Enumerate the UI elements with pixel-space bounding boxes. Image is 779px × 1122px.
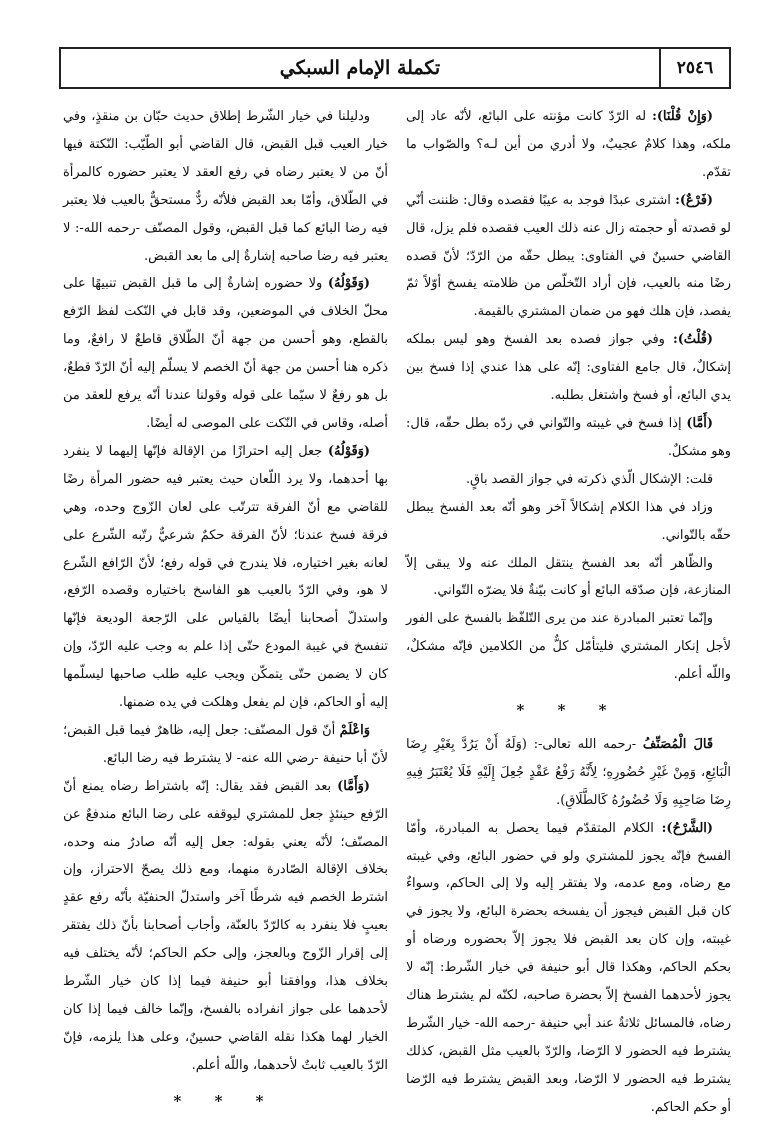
paragraph-lead: قَالَ الْمُصَنِّفُ [642, 736, 713, 752]
paragraph [63, 270, 388, 437]
paragraph [63, 773, 388, 1080]
paragraph-lead: (أَمَّا) [686, 415, 713, 431]
paragraph [406, 410, 731, 466]
right-text-column [406, 103, 731, 1115]
paragraph-text: اشترى عبدًا فوجد به عيبًا فقصده وقال: ظننت أنّي لو قصدته أو حجمته زال عنه ذلك العيب فقصده فلم يزل، قال القاضي حسينٌ في الفتاوى: يبطل حقّه من الرّدّ؛ لأنّ قصده رضًا منه بالعيب، فإن أراد التّخلّص من ظلامته يفسخ أوّلاً ثمّ يفصد، فإن هلك فهو من ضمان المشتري بالقيمة. [406, 192, 731, 320]
paragraph-lead: (وَقَوْلُهُ) [327, 276, 370, 292]
page-number: ٢٥٤٦ [659, 49, 729, 87]
paragraph [406, 187, 731, 327]
paragraph-text: له الرّدّ كانت مؤنته على البائع، لأنّه عاد إلى ملكه، وهذا كلامٌ عجيبٌ، ولا أدري من أين لـه؟ والصّواب ما تقدّم. [406, 109, 731, 180]
paragraph-lead: (وَقَوْلُهُ) [327, 443, 370, 459]
paragraph-text: -رحمه الله تعالى-: (وَلَهُ أَنْ يَرُدَّ بِغَيْرِ رِضَا الْبَائِعِ، وَمِنْ غَيْرِ حُضُورِهِ؛ لِأَنَّهُ رَفْعُ عَقْدٍ جُعِلَ إِلَيْهِ فَلَا يُعْتَبَرُ فِيهِ رِضَا صَاحِبِهِ وَلَا حُضُورُهُ كَالطَّلَاقِ). [406, 736, 731, 808]
paragraph-text: إذا فسخ في غيبته والتّواني في ردّه بطل حقّه، قال: وهو مشكلٌ. [406, 415, 731, 459]
paragraph [406, 550, 731, 606]
running-header [59, 47, 731, 89]
paragraph-text: وزاد في هذا الكلام إشكالاً آخر وهو أنّه بعد الفسخ يبطل حقّه بالتّواني. [406, 499, 731, 543]
section-separator: * * * [173, 1091, 278, 1110]
paragraph-text: وإنّما تعتبر المبادرة عند من يرى التّلفّظ بالفسخ على الفور لأجل إنكار المشتري فليتأمّل كلٌّ من الكلامين فإنّه مشكلٌ، واللّه أعلم. [406, 611, 731, 683]
paragraph [406, 731, 731, 815]
paragraph-text: الكلام المتقدّم فيما يحصل به المبادرة، وأمّا الفسخ فإنّه يجوز للمشتري ولو في حضور البائع، وفي غيبته مع رضاه، ومع عدمه، ولا يفتقر إليه ولا إلى الحاكم، وسواءٌ كان قبل القبض فيجوز أن يفسخه بحضرة البائع، ولا يجوز في غيبته، وإن كان بعد القبض فلا يجوز إلاّ بحضوره ورضاه أو بحكم الحاكم، وهكذا قال أبو حنيفة في خيار الشّرط: إنّه لا يجوز لأحدهما الفسخ إلاّ بحضرة صاحبه، لكنّه لم يشترط هناك رضاه، فالمسائل ثلاثةٌ عند أبي حنيفة -رحمه الله- خيار الشّرط يشترط فيه الحضور لا الرّضا، والرّدّ بالعيب مثل القبض، كذلك يشترط فيه الحضور لا الرّضا، وبعد القبض يشترط فيه الرّضا أو حكم الحاكم. [406, 820, 731, 1115]
paragraph-text: جعل إليه احترازًا من الإقالة فإنّها إليهما لا ينفرد بها أحدهما، ولا يرد اللّعان حيث يعتبر فيه حضور المرأة رضًا للقاضي مع أنّ الفرقة تترتّب على لعان الزّوج وحده، وهي فرقة فسخ عندنا؛ لأنّ الفرقة حكمٌ شرعيٌّ رتّبه الشّرع على لعانه بغير اختياره، فلا يندرج في قوله رفع؛ لأنّ الرّافع الشّرع لا هو، وفي الرّدّ بالعيب هو الفاسخ باختياره وقصده الرّفع، واستدلّ أصحابنا أيضًا بالقياس على الرّجعة الوديعة فإنّها تنفسخ في غيبة المودع حتّى إذا علم به وجب عليه الرّدّ، وإن كان لا يضمن حتّى يتمكّن ويجب عليه طلب صاحبها ليسلّمها إليه أو الحاكم، فإن لم يفعل وهلكت في يده ضمنها. [63, 443, 388, 711]
paragraph-lead: (فَرْعٌ): [675, 192, 713, 208]
paragraph-text: ولا حضوره إشارةٌ إلى ما قبل القبض تنبيهًا على محلّ الخلاف في الموضعين، وقد قابل في النّكت لفظ الرّفع بالقطع، وهو أحسن من جهة أنّ الطّلاق قاطعٌ لا رافعٌ، وما ذكره هنا أحسن من جهة أنّ الخصم لا يسلّم إليه أنّ الرّدّ قطعٌ، بل هو رفعٌ لا سيّما على قوله وقولنا عندنا أنّه يرفع للعقد من أصله، وقاس في النّكت على الموصى له أيضًا. [63, 276, 388, 431]
paragraph-text: قلت: الإشكال الّذي ذكرته في جواز القصد باقٍ. [465, 471, 713, 487]
paragraph [406, 605, 731, 689]
paragraph-lead: وَاعْلَمْ [339, 722, 370, 738]
paragraph-lead: (وَإِنْ قُلْنَا): [652, 109, 714, 124]
paragraph-lead: (الشَّرْحُ): [661, 820, 713, 836]
paragraph-lead: (وَأَمَّا) [337, 778, 370, 794]
paragraph [63, 103, 388, 270]
paragraph-text: وفي جواز فصده بعد الفسخ وهو ليس بملكه إشكالٌ، قال جامع الفتاوى: إنّه على هذا عندي إذا فسخ بين يدي البائع، أو فسخ واشتغل بطلبه. [406, 332, 731, 404]
paragraph [406, 103, 731, 187]
paragraph-text: والظّاهر أنّه بعد الفسخ ينتقل الملك عنه ولا يبقى إلاّ المنازعة، فإن صدّقه البائع أو كانت بيّنةٌ فلا يضرّه التّواني. [406, 555, 731, 599]
paragraph-text: بعد القبض فقد يقال: إنّه باشتراط رضاه يمنع أنّ الرّفع حينئذٍ جعل للمشتري ليوقفه على رضا البائع مندفعٌ عن المصنّف؛ لأنّه يعني بقوله: جعل إليه أنّه صادرٌ منه وحده، بخلاف الإقالة الصّادرة منهما، ومع ذلك يصحّ الاحتراز، وإن اشترط الخصم فيه شرطًا آخر واستدلّ الحنفيّة بأنّه رفع عقدٍ بعيبٍ فلا ينفرد به كالرّدّ بالعنّة، وأجاب أصحابنا بأنّ ذلك يفتقر إلى إقرار الزّوج وبالعجز، وإلى حكم الحاكم؛ لأنّه يختلف فيه بخلاف هذا، ووافقنا أبو حنيفة فيما إذا كان خيار الشّرط لأحدهما على جواز انفراده بالفسخ، وإنّما خالف فيما إذا كان الخيار لهما هكذا نقله القاضي حسينٌ، وعلى هذا يلزمه، فإنّ الرّدّ بالعيب ثابتٌ لأحدهما، واللّه أعلم. [63, 778, 388, 1073]
paragraph-lead: (قُلْتُ): [672, 332, 713, 348]
paragraph [63, 438, 388, 717]
paragraph [406, 494, 731, 550]
paragraph-text: أنّ قول المصنّف: جعل إليه، ظاهرٌ فيما قبل القبض؛ لأنّ أبا حنيفة -رضي الله عنه- لا يشترط فيه رضا البائع. [63, 722, 388, 766]
section-separator: * * * [516, 701, 621, 720]
running-title: تكملة الإمام السبكي [279, 57, 441, 79]
left-text-column [63, 103, 388, 1110]
paragraph [406, 815, 731, 1122]
paragraph [406, 466, 731, 494]
paragraph [63, 717, 388, 773]
paragraph [406, 326, 731, 410]
paragraph-text: ودليلنا في خيار الشّرط إطلاق حديث حبّان بن منقذٍ، وفي خيار العيب قبل القبض، قال القاضي أبو الطّيّب: النّكتة فيها أنّ من لا يعتبر رضاه في رفع العقد لا يعتبر حضوره كالمرأة في الطّلاق، وأمّا بعد القبض فلأنّه ردٌّ مستحقٌّ بالعيب فلا يعتبر فيه رضا البائع كما قبل القبض، وقول المصنّف -رحمه الله-: لا يعتبر فيه رضا صاحبه إشارةٌ إلى ما بعد القبض. [63, 109, 388, 264]
